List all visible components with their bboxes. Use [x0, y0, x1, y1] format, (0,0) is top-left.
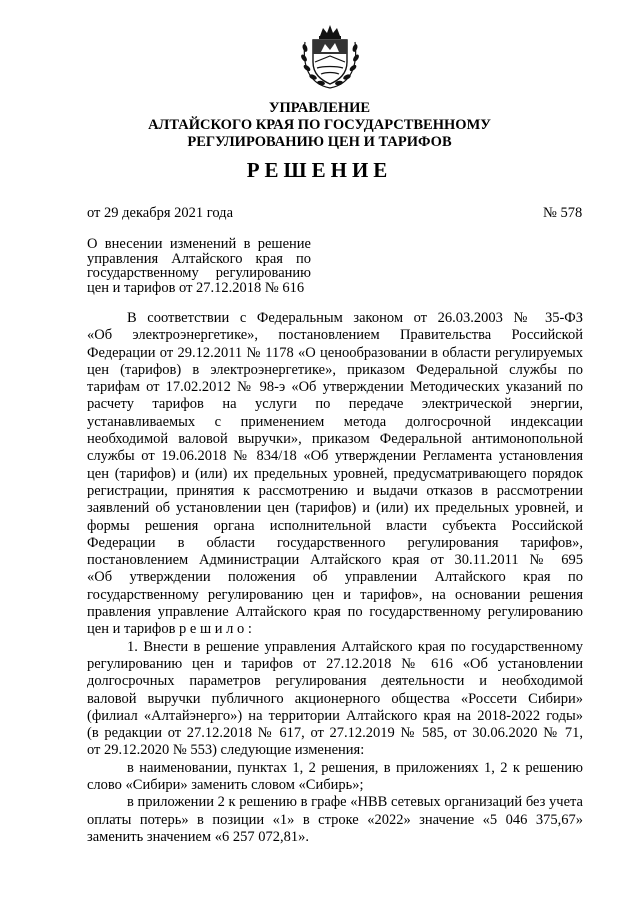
org-name-line: АЛТАЙСКОГО КРАЯ ПО ГОСУДАРСТВЕННОМУ — [148, 117, 491, 133]
body-text-line: слово «Сибири» заменить словом «Сибирь»; — [87, 777, 364, 794]
body-text-line: от 29.12.2020 № 553) следующие изменения: — [87, 742, 365, 759]
body-text-line: «Об утверждении положения об управлении Алтайского края по — [87, 569, 583, 586]
body-text-line: регулированию цен и тарифов от 27.12.2018 № 616 «Об установлении — [87, 655, 583, 672]
organization-name — [0, 100, 639, 151]
body-text-line: в приложении 2 к решению в графе «НВВ сетевых организаций без учета — [127, 794, 583, 811]
body-text-line: устанавливаемых с применением метода долгосрочной индексации — [87, 413, 583, 430]
body-text-line: тарифам от 17.02.2012 № 98-э «Об утверждении Методических указаний по — [87, 379, 583, 396]
body-text-line: оплаты потерь» в позиции «1» в строке «2022» значение «5 046 375,67» — [87, 811, 583, 828]
body-text-line: регистрации, принятия к рассмотрению и выдачи отказов в рассмотрении — [87, 482, 583, 499]
body-text-line: в наименовании, пунктах 1, 2 решения, в приложениях 1, 2 к решению — [127, 759, 583, 776]
body-text-line: формы решения органа исполнительной власти субъекта Российской — [87, 517, 583, 534]
body-text-line: правления управление Алтайского края по государственному регулированию — [87, 604, 583, 621]
body-text-line: 1. Внести в решение управления Алтайского края по государственному — [127, 638, 583, 655]
document-number: № 578 — [543, 205, 583, 221]
body-text-line: цен (тарифов) в электроэнергетике», приказом Федеральной службы по — [87, 361, 583, 378]
subject-line: государственному регулированию — [87, 265, 311, 282]
org-name-line: РЕГУЛИРОВАНИЮ ЦЕН И ТАРИФОВ — [187, 134, 452, 150]
body-text-line: валовой выручки публичного акционерного общества «Россети Сибири» — [87, 690, 583, 707]
body-text-line: (филиал «Алтайэнерго») на территории Алтайского края на 2018-2022 годы» — [87, 707, 583, 724]
body-text-line: постановлением Администрации Алтайского края от 30.11.2011 № 695 — [87, 552, 583, 569]
document-date: от 29 декабря 2021 года — [87, 205, 233, 221]
document-subject — [87, 237, 311, 295]
body-text-line: государственному регулированию цен и тарифов», на основании решения — [87, 586, 583, 603]
body-text-line: Федерации в области государственного регулирования тарифов», — [87, 534, 583, 551]
body-text-line: долгосрочных параметров регулирования деятельности и необходимой — [87, 673, 583, 690]
altai-krai-coat-of-arms-icon — [299, 22, 361, 92]
body-text-line: Федерации от 29.12.2011 № 1178 «О ценообразовании в области регулируемых — [87, 344, 583, 361]
body-text-line: заявлений об установлении цен (тарифов) и (или) их предельных уровней, и — [87, 500, 583, 517]
subject-line: управления Алтайского края по — [87, 250, 311, 267]
org-name-line: УПРАВЛЕНИЕ — [268, 100, 371, 116]
body-text-line: цен и тарифов р е ш и л о : — [87, 621, 252, 638]
body-text-line: (в редакции от 27.12.2018 № 617, от 27.12.2019 № 585, от 30.06.2020 № 71, — [87, 725, 583, 742]
body-text-line: В соответствии с Федеральным законом от 26.03.2003 № 35-ФЗ — [127, 310, 583, 326]
body-text-line: службы от 19.06.2018 № 834/18 «Об утверждении Регламента установления — [87, 448, 583, 465]
document-body — [87, 310, 583, 846]
subject-line: О внесении изменений в решение — [87, 236, 311, 252]
body-text-line: «Об электроэнергетике», постановлением Правительства Российской — [87, 327, 583, 344]
body-text-line: необходимой валовой выручки», приказом Федеральной антимонопольной — [87, 431, 583, 448]
body-text-line: цен (тарифов) и (или) их предельных уровней, предусматривающего порядок — [87, 465, 583, 482]
document-type-title: РЕШЕНИЕ — [246, 158, 393, 182]
body-text-line: расчету тарифов на услуги по передаче электрической энергии, — [87, 396, 583, 413]
body-text-line: заменить значением «6 257 072,81». — [87, 828, 309, 845]
subject-line: цен и тарифов от 27.12.2018 № 616 — [87, 279, 305, 296]
